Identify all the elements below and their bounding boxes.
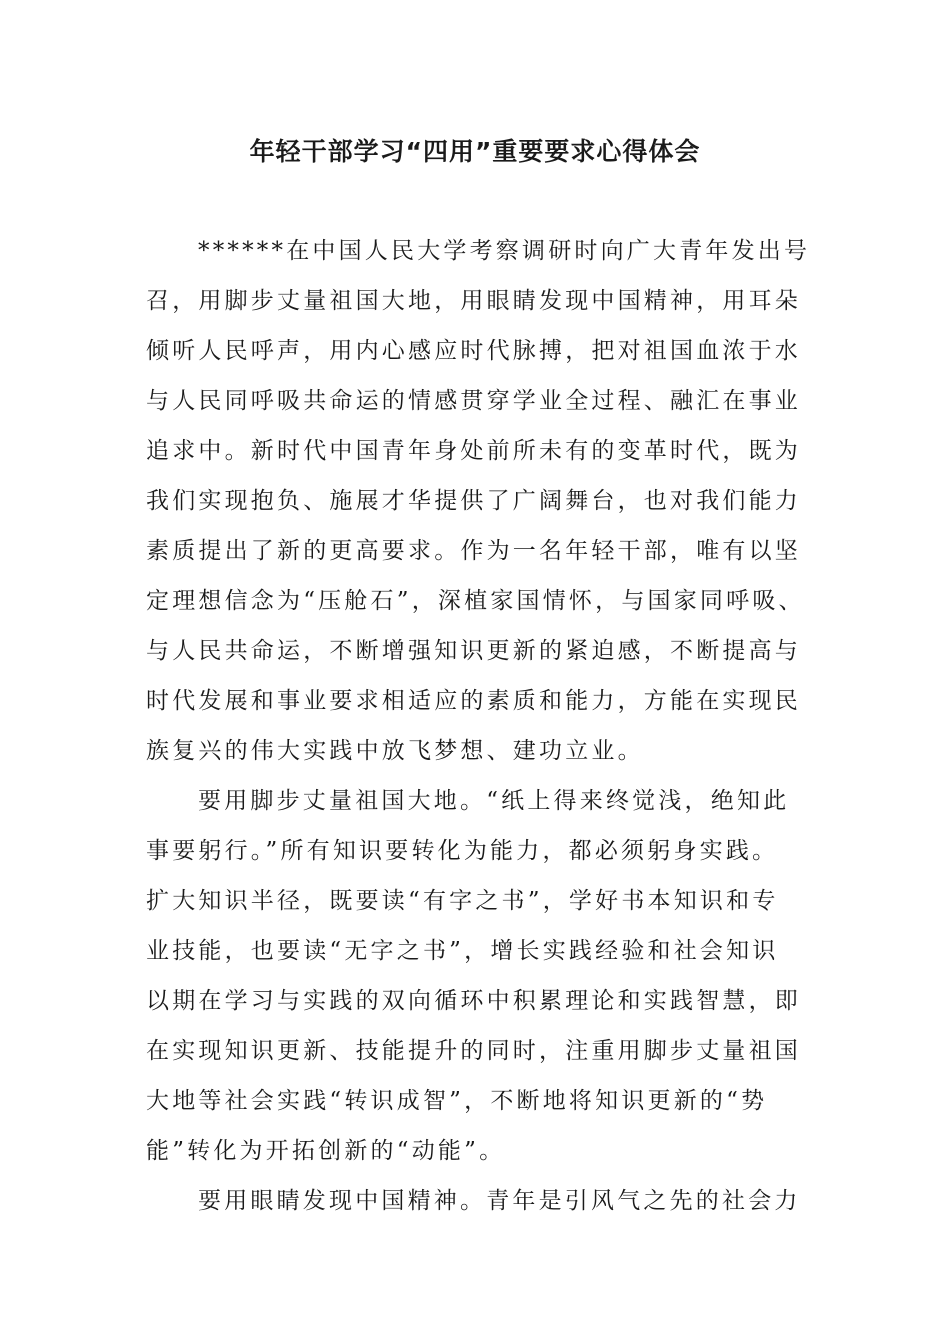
paragraph-line: 定理想信念为“压舱石”，深植家国情怀，与国家同呼吸、 [146, 588, 805, 614]
paragraph-line: 大地等社会实践“转识成智”，不断地将知识更新的“势 [146, 1088, 768, 1114]
paragraph-line: 要用眼睛发现中国精神。青年是引风气之先的社会力 [198, 1188, 801, 1214]
document-body [146, 226, 811, 1226]
paragraph-line: 时代发展和事业要求相适应的素质和能力，方能在实现民 [146, 688, 801, 714]
paragraph-line: 我们实现抱负、施展才华提供了广阔舞台，也对我们能力 [146, 488, 801, 514]
paragraph-line: 素质提出了新的更高要求。作为一名年轻干部，唯有以坚 [146, 538, 801, 564]
paragraph-line: 以期在学习与实践的双向循环中积累理论和实践智慧，即 [146, 988, 801, 1014]
paragraph-line: 与人民共命运，不断增强知识更新的紧迫感，不断提高与 [146, 638, 801, 664]
paragraph-line: ******在中国人民大学考察调研时向广大青年发出号 [198, 238, 811, 264]
paragraph-line: 召，用脚步丈量祖国大地，用眼睛发现中国精神，用耳朵 [146, 288, 801, 314]
paragraph-line: 追求中。新时代中国青年身处前所未有的变革时代，既为 [146, 438, 801, 464]
paragraph-line: 在实现知识更新、技能提升的同时，注重用脚步丈量祖国 [146, 1038, 801, 1064]
paragraph-line: 能”转化为开拓创新的“动能”。 [146, 1138, 506, 1164]
document-title: 年轻干部学习“四用”重要要求心得体会 [249, 137, 701, 166]
paragraph-line: 事要躬行。”所有知识要转化为能力，都必须躬身实践。 [146, 838, 779, 864]
paragraph-line: 族复兴的伟大实践中放飞梦想、建功立业。 [146, 738, 644, 764]
paragraph-line: 要用脚步丈量祖国大地。“纸上得来终觉浅，绝知此 [198, 788, 790, 814]
paragraph-line: 与人民同呼吸共命运的情感贯穿学业全过程、融汇在事业 [146, 388, 801, 414]
paragraph-line: 业技能，也要读“无字之书”，增长实践经验和社会知识 [146, 938, 779, 964]
paragraph-line: 扩大知识半径，既要读“有字之书”，学好书本知识和专 [146, 888, 779, 914]
paragraph-line: 倾听人民呼声，用内心感应时代脉搏，把对祖国血浓于水 [146, 338, 801, 364]
